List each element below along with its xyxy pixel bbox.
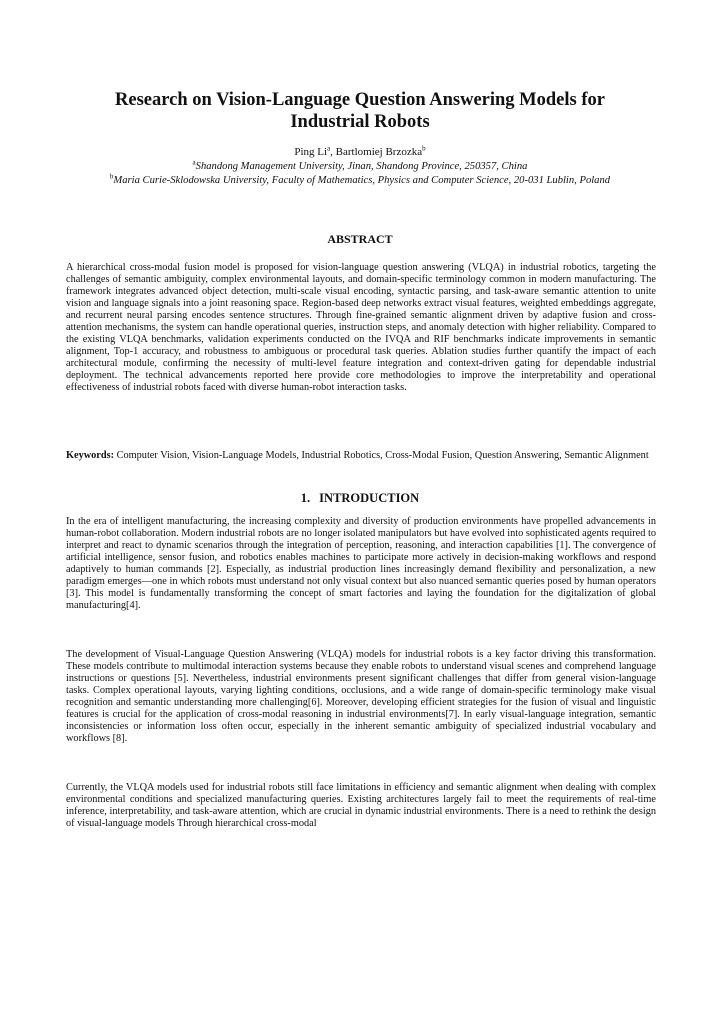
- paper-title: [60, 89, 660, 133]
- author-name-1: Ping Li: [294, 146, 328, 158]
- author-name-2: , Bartlomiej Brzozka: [330, 146, 423, 158]
- intro-paragraph-2: The development of Visual-Language Question Answering (VLQA) models for industrial robots is a key factor driving this transformation. These models contribute to multimodal interaction systems because they enable robots to understand visual scenes and comprehend language instructions or questions [5]. Nevertheless, industrial environments present significant challenges that differ from general vision-language tasks. Complex operational layouts, varying lighting conditions, occlusions, and a wide range of domain-specific terminology make visual recognition and semantic understanding more challenging[6]. Moreover, developing efficient strategies for the fusion of visual and linguistic features is crucial for the application of cross-modal reasoning in industrial environments[7]. In early visual-language integration, semantic inconsistencies or information loss often occur, especially in the inherent semantic ambiguity of specialized industrial vocabulary and workflows [8].: [66, 649, 656, 745]
- affiliation-a-text: Shandong Management University, Jinan, Shandong Province, 250357, China: [195, 161, 528, 172]
- affiliation-a: [30, 160, 690, 173]
- abstract-text: A hierarchical cross-modal fusion model is proposed for vision-language question answering (VLQA) in industrial robotics, targeting the challenges of semantic ambiguity, complex environmental layouts, and domain-specific terminology common in modern manufacturing. The framework integrates advanced object detection, multi-scale visual encoding, syntactic parsing, and task-aware semantic attention to unite vision and language signals into a joint reasoning space. Region-based deep networks extract visual features, weighted embeddings aggregate, and recurrent neural parsing encodes sentence structures. Through fine-grained semantic alignment driven by adaptive fusion and cross-attention mechanisms, the system can handle operational queries, instruction steps, and anomaly detection with higher reliability. Compared to the existing VLQA benchmarks, validation experiments conducted on the IVQA and RIF benchmarks indicate improvements in semantic alignment, Top-1 accuracy, and robustness to ambiguous or procedural task queries. Ablation studies further quantify the impact of each architectural module, confirming the necessity of multi-level feature integration and context-driven gating for dependable industrial deployment. The technical advancements reported here provide core methodologies to improve the interpretability and operational effectiveness of industrial robots faced with diverse human-robot interaction tasks.: [66, 262, 656, 394]
- intro-paragraph-1: In the era of intelligent manufacturing, the increasing complexity and diversity of production environments have propelled advancements in human-robot collaboration. Modern industrial robots are no longer isolated manipulators but have evolved into sophisticated agents required to interpret and react to dynamic scenarios through the integration of perception, reasoning, and interaction capabilities [1]. The convergence of artificial intelligence, sensor fusion, and robotics enables machines to participate more actively in decision-making workflows and respond adaptively to human commands [2]. Especially, as industrial production lines increasingly demand flexibility and personalization, a new paradigm emerges—one in which robots must understand not only visual context but also nuanced semantic queries posed by human operators [3]. This model is fundamentally transforming the concept of smart factories and laying the foundation for the digitalization of global manufacturing[4].: [66, 516, 656, 612]
- title-line-1: Research on Vision-Language Question Answering Models for: [115, 90, 605, 110]
- keywords-label: Keywords:: [66, 450, 115, 461]
- section-number: 1.: [300, 491, 311, 505]
- author-1-affiliation-mark: a: [327, 144, 331, 153]
- section-heading-introduction: [60, 491, 660, 506]
- title-line-2: Industrial Robots: [290, 112, 430, 132]
- section-title: INTRODUCTION: [319, 491, 420, 505]
- author-list: [40, 146, 680, 159]
- intro-paragraph-3: Currently, the VLQA models used for industrial robots still face limitations in efficiency and semantic alignment when dealing with complex environmental conditions and specialized manufacturing queries. Existing architectures largely fail to meet the requirements of real-time inference, interpretability, and task-aware attention, which are crucial in dynamic industrial environments. There is a need to rethink the design of visual-language models Through hierarchical cross-modal: [66, 782, 656, 830]
- affiliation-b-text: Maria Curie-Sklodowska University, Faculty of Mathematics, Physics and Computer Science, 20-031 Lublin, Poland: [113, 175, 611, 186]
- keywords-list: Computer Vision, Vision-Language Models, Industrial Robotics, Cross-Modal Fusion, Question Answering, Semantic Alignment: [114, 450, 649, 461]
- author-2-affiliation-mark: b: [422, 144, 426, 153]
- keywords: [66, 450, 656, 462]
- affiliation-b: [30, 174, 690, 187]
- abstract-heading: ABSTRACT: [327, 232, 393, 246]
- affiliation-a-mark: a: [192, 158, 196, 167]
- affiliation-b-mark: b: [109, 172, 114, 181]
